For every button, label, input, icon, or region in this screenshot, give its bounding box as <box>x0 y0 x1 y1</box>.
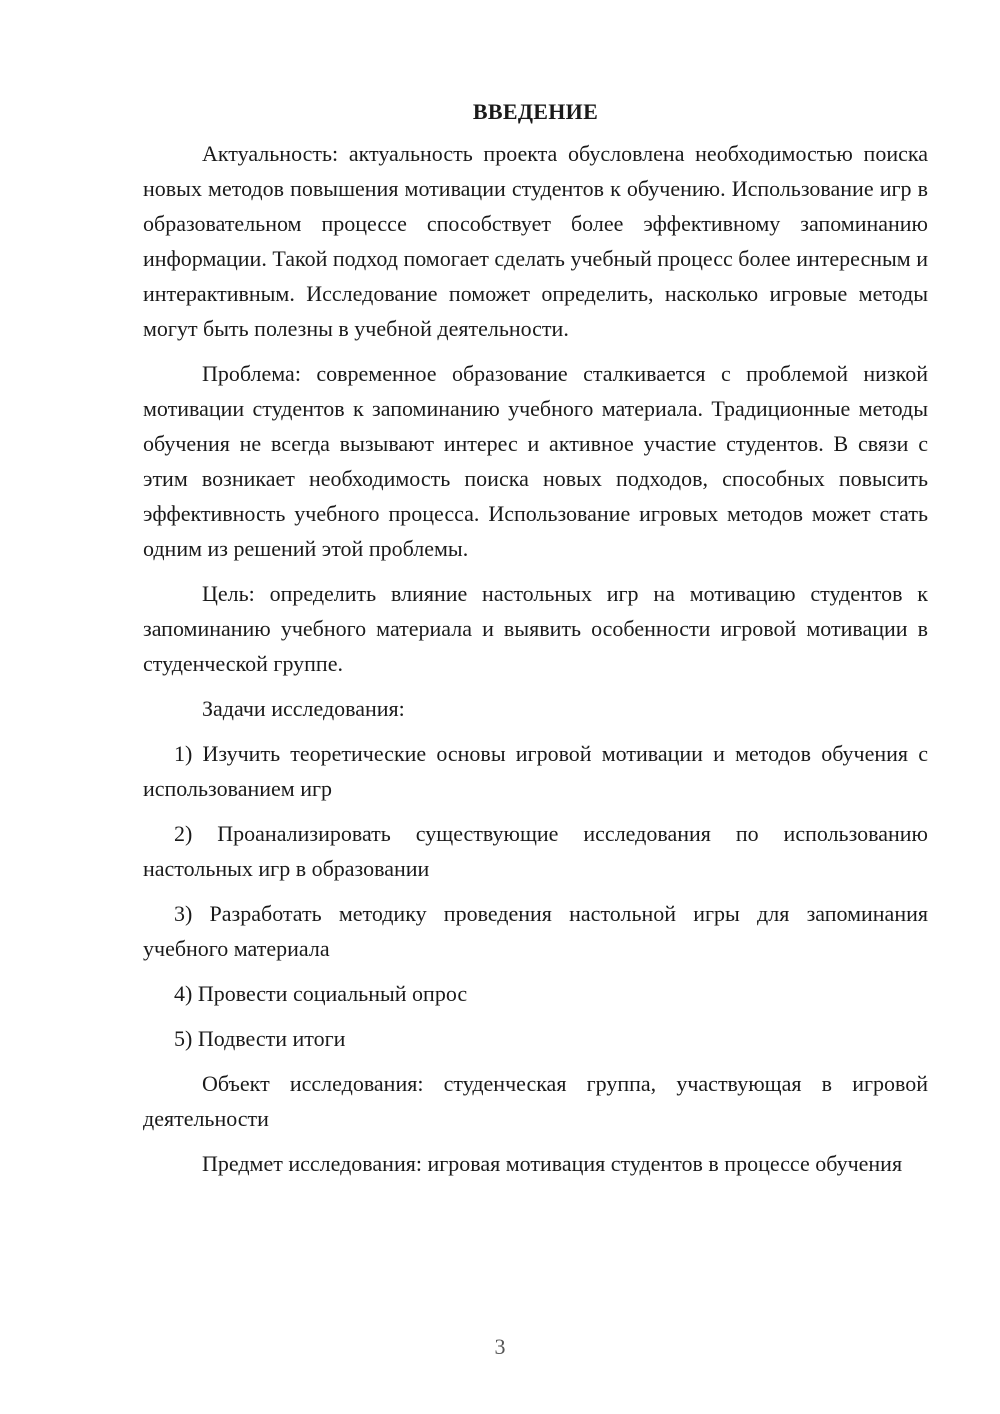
paragraph-relevance: Актуальность: актуальность проекта обусловлена необходимостью поиска новых методов повышения мотивации студентов к обучению. Использование игр в образовательном процессе способствует более эффективному запоминанию информации. Такой подход помогает сделать учебный процесс более интересным и интерактивным. Исследование поможет определить, насколько игровые методы могут быть полезны в учебной деятельности. <box>143 141 928 341</box>
tasks-heading: Задачи исследования: <box>202 696 405 721</box>
task-item-1: 1) Изучить теоретические основы игровой мотивации и методов обучения с использованием игр <box>143 741 928 801</box>
document-page <box>143 94 928 1181</box>
paragraph-problem: Проблема: современное образование сталкивается с проблемой низкой мотивации студентов к запоминанию учебного материала. Традиционные методы обучения не всегда вызывают интерес и активное участие студентов. В связи с этим возникает необходимость поиска новых подходов, способных повысить эффективность учебного процесса. Использование игровых методов может стать одним из решений этой проблемы. <box>143 361 928 561</box>
section-title: ВВЕДЕНИЕ <box>472 99 599 124</box>
task-item-2: 2) Проанализировать существующие исследования по использованию настольных игр в образовании <box>143 821 928 881</box>
paragraph-object: Объект исследования: студенческая группа, участвующая в игровой деятельности <box>143 1071 928 1131</box>
task-item-3: 3) Разработать методику проведения настольной игры для запоминания учебного материала <box>143 901 928 961</box>
paragraph-subject: Предмет исследования: игровая мотивация студентов в процессе обучения <box>202 1151 903 1176</box>
task-item-4: 4) Провести социальный опрос <box>174 981 468 1006</box>
page-number: 3 <box>494 1334 506 1359</box>
task-item-5: 5) Подвести итоги <box>174 1026 346 1051</box>
paragraph-goal: Цель: определить влияние настольных игр на мотивацию студентов к запоминанию учебного материала и выявить особенности игровой мотивации в студенческой группе. <box>143 581 928 676</box>
